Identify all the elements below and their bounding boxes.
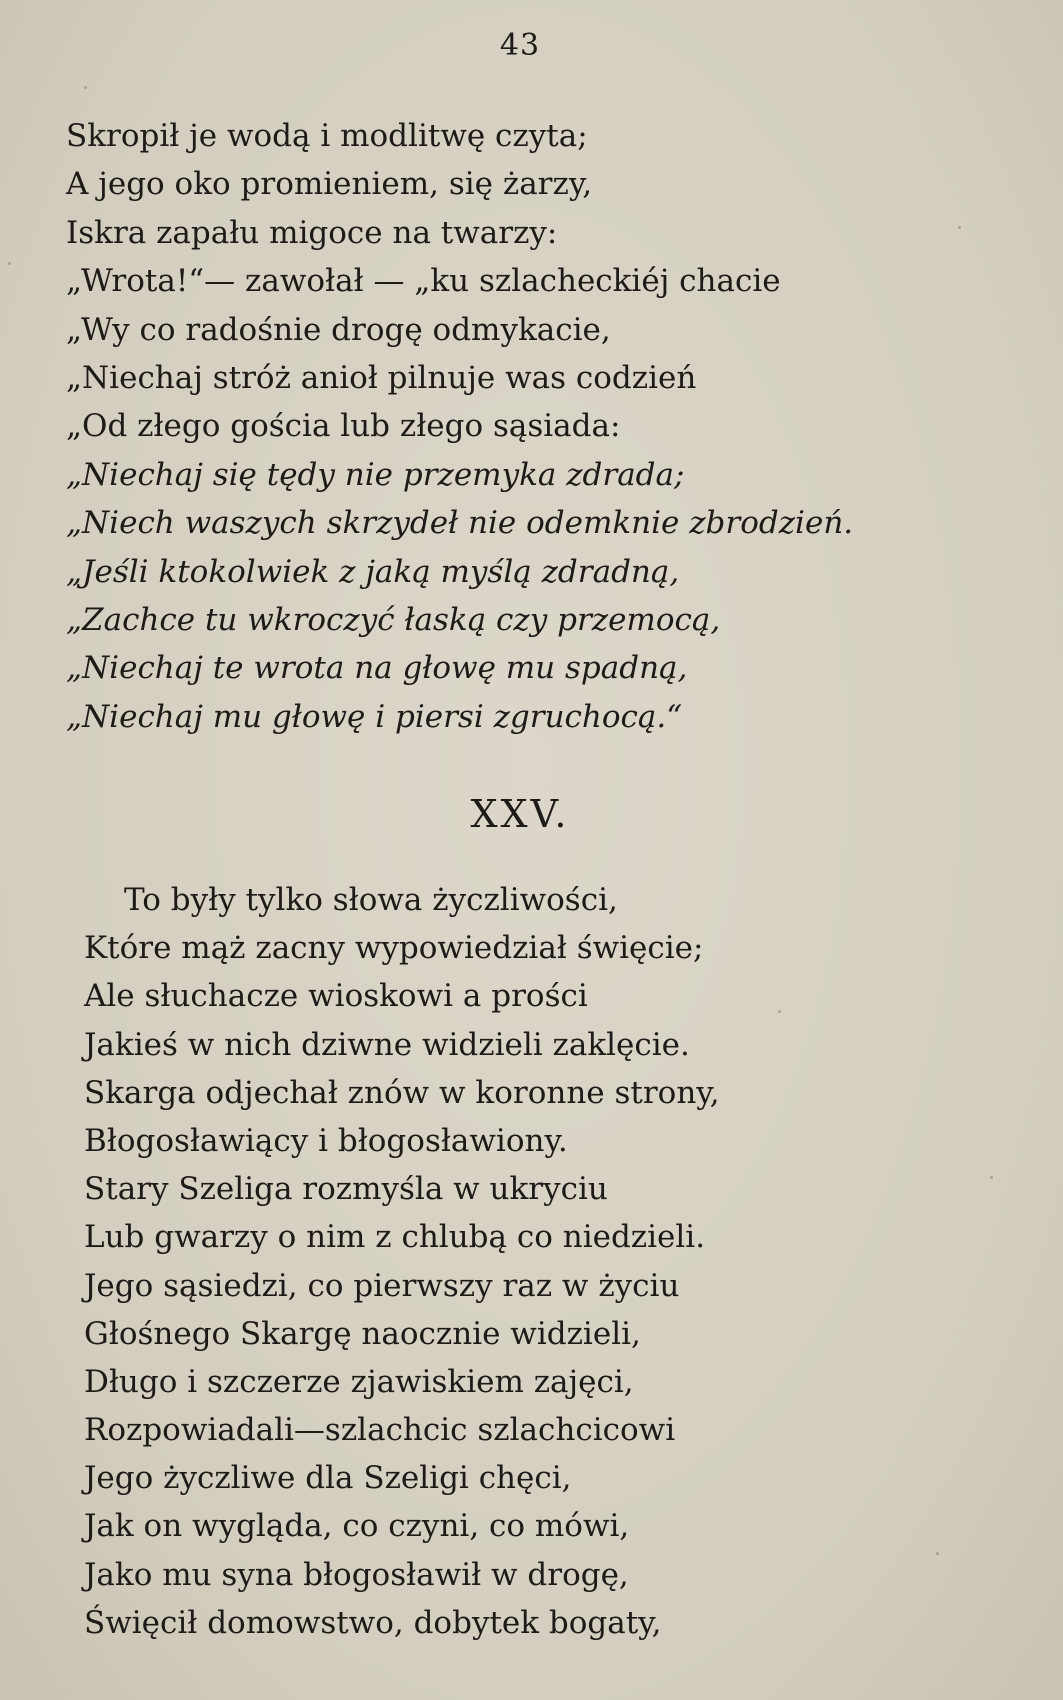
verse-line-italic: „Zachce tu wkroczyć łaską czy przemocą, xyxy=(66,601,721,638)
paper-speck xyxy=(8,262,11,265)
verse-line: Jego życzliwe dla Szeligi chęci, xyxy=(84,1460,572,1497)
verse-line: Długo i szczerze zjawiskiem zajęci, xyxy=(84,1363,634,1400)
verse-line: Jakieś w nich dziwne widzieli zaklęcie. xyxy=(84,1026,690,1063)
verse-line: „Niechaj stróż anioł pilnuje was codzień xyxy=(66,359,697,396)
paper-speck xyxy=(778,1010,781,1013)
verse-line: „Wy co radośnie drogę odmykacie, xyxy=(66,311,611,348)
verse-line-italic: „Niechaj mu głowę i piersi zgruchocą.“ xyxy=(66,698,683,735)
verse-line: Które mąż zacny wypowiedział święcie; xyxy=(84,930,704,967)
verse-line: „Od złego gościa lub złego sąsiada: xyxy=(66,408,621,445)
verse-line: „Wrota!“— zawołał — „ku szlacheckiéj chacie xyxy=(66,263,781,300)
verse-line: A jego oko promieniem, się żarzy, xyxy=(66,166,593,203)
verse-line: Błogosławiący i błogosławiony. xyxy=(84,1122,568,1159)
section-heading: XXV. xyxy=(470,792,570,836)
verse-line: Święcił domowstwo, dobytek bogaty, xyxy=(84,1604,662,1641)
verse-line: Jako mu syna błogosławił w drogę, xyxy=(84,1556,629,1593)
verse-line: Lub gwarzy o nim z chlubą co niedzieli. xyxy=(84,1219,706,1256)
paper-speck xyxy=(936,1552,939,1555)
verse-line: Ale słuchacze wioskowi a prości xyxy=(84,978,588,1015)
stanza-first xyxy=(66,112,986,741)
paper-speck xyxy=(958,226,961,229)
verse-line: To były tylko słowa życzliwości, xyxy=(124,882,618,918)
verse-line-italic: „Jeśli ktokolwiek z jaką myślą zdradną, xyxy=(66,553,680,590)
verse-line-italic: „Niechaj te wrota na głowę mu spadną, xyxy=(66,650,688,687)
paper-speck xyxy=(84,86,87,89)
paper-speck xyxy=(990,1176,993,1179)
verse-line: Skropił je wodą i modlitwę czyta; xyxy=(66,118,588,154)
verse-line: Rozpowiadali—szlachcic szlachcicowi xyxy=(84,1412,676,1449)
page-number: 43 xyxy=(499,28,541,63)
verse-line-italic: „Niech waszych skrzydeł nie odemknie zbrodzień. xyxy=(66,505,854,542)
verse-line: Jak on wygląda, co czyni, co mówi, xyxy=(84,1508,630,1545)
verse-line-italic: „Niechaj się tędy nie przemyka zdrada; xyxy=(66,456,685,493)
verse-line: Jego sąsiedzi, co pierwszy raz w życiu xyxy=(84,1267,680,1304)
verse-line: Iskra zapału migoce na twarzy: xyxy=(66,214,558,251)
stanza-second xyxy=(84,876,1004,1647)
verse-line: Skarga odjechał znów w koronne strony, xyxy=(84,1074,720,1111)
verse-line: Stary Szeliga rozmyśla w ukryciu xyxy=(84,1171,608,1208)
verse-line: Głośnego Skargę naocznie widzieli, xyxy=(84,1315,641,1352)
